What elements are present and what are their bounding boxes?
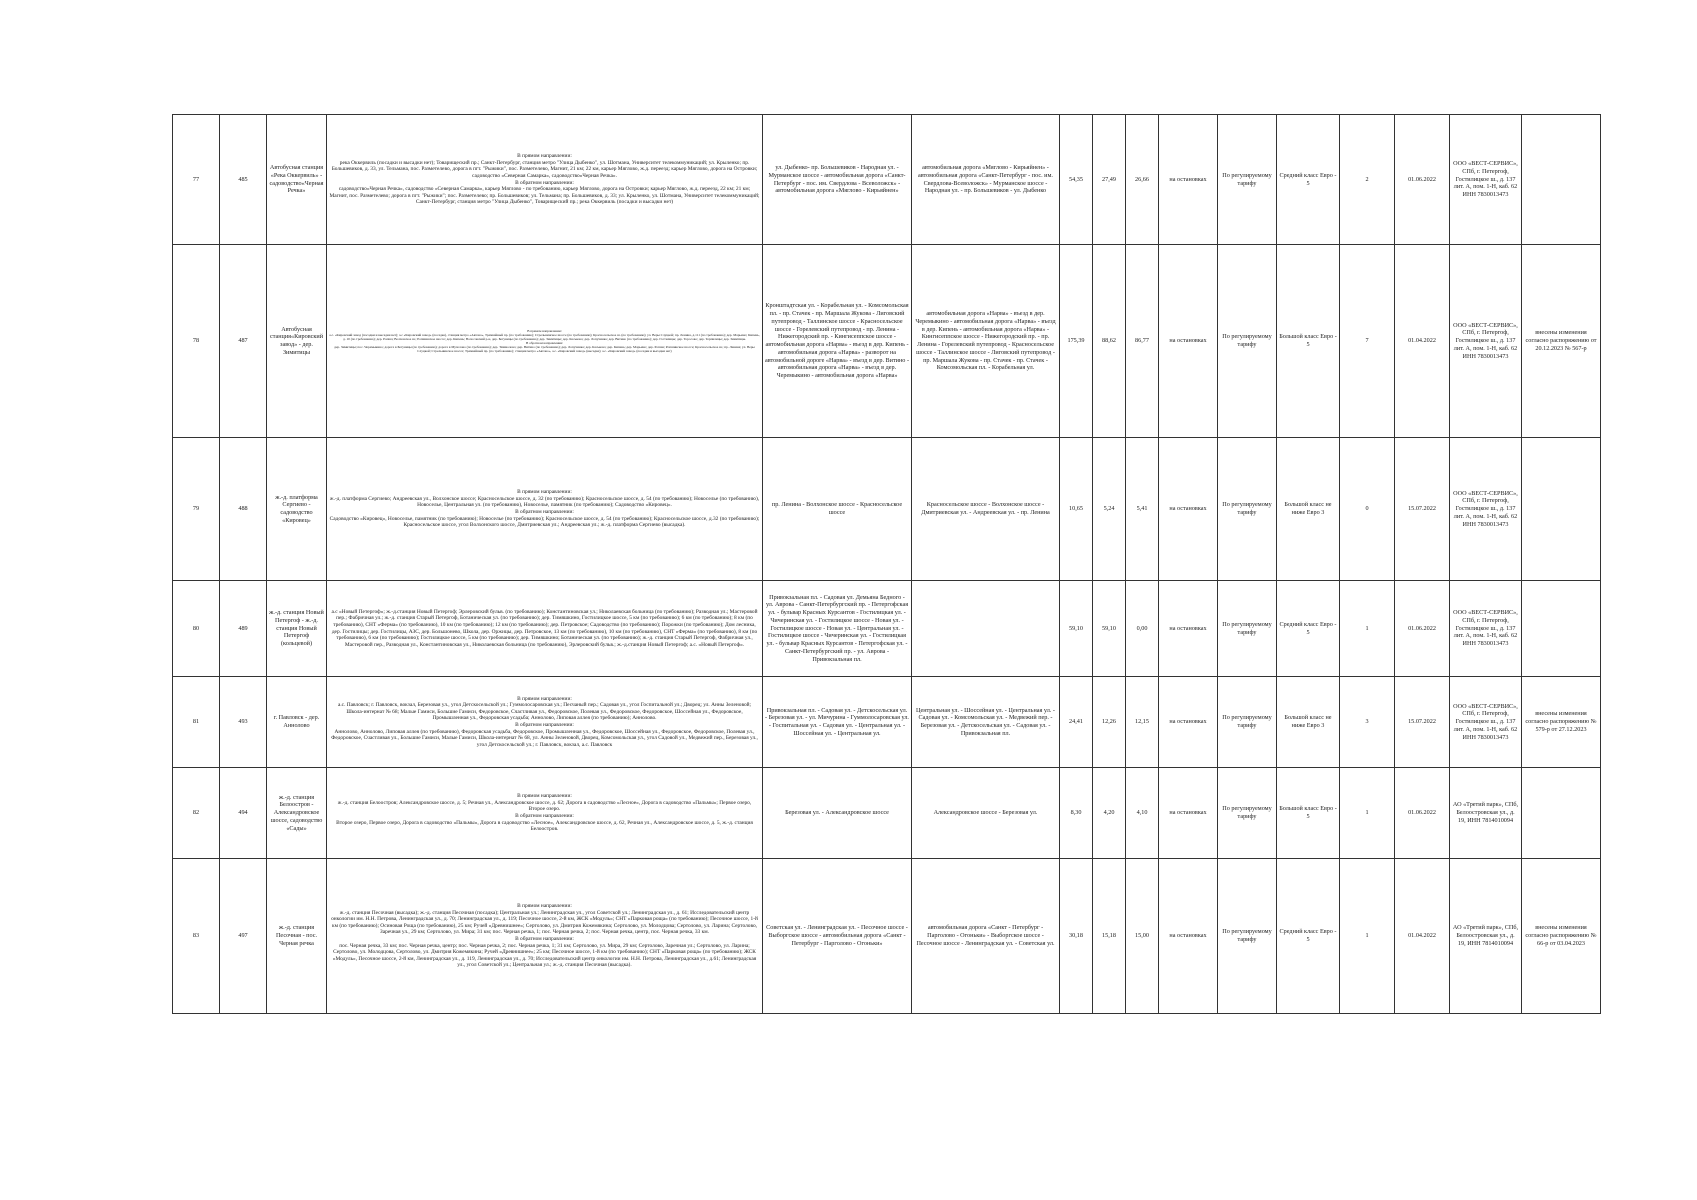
carrier-info: ООО «ВЕСТ-СЕРВИС», СПб, г. Петергоф, Гостилицкое ш., д. 137 лит. А, пом. 1-Н, каб. 62 ИНН 7830013473 xyxy=(1450,677,1522,768)
note xyxy=(1522,438,1601,581)
registration-number: 489 xyxy=(220,581,267,677)
boarding-order: на остановках xyxy=(1159,115,1218,245)
length-backward: 15,00 xyxy=(1126,859,1159,1014)
vehicle-class: Большой класс не ниже Евро 3 xyxy=(1277,438,1340,581)
row-number: 77 xyxy=(173,115,220,245)
table-row xyxy=(173,768,1601,859)
route-stops: В прямом направлении: ж.-д. платформа Сергиево; Андреевская ул., Волхонское шоссе; Красносельское шоссе, д. 32 (по требованию); Красносельское шоссе, д. 54 (по требованию); Новоселье (по требованию), Новоселье, Центральная ул. (по требованию), Новоселье, памятник (по требованию); Садоводство «Кировец». В обратном направлении: Садоводство «Кировец», Новоселье, памятник (по требованию); Новоселье (по требованию); Красносельское шоссе, д. 54 (по требованию); Красносельское шоссе, д.32 (по требованию); Красносельское шоссе, угол Волхонского шоссе, Дмитриевская ул.; Андреевская ул.; ж.-д. платформа Сергиево (высадка). xyxy=(327,438,763,581)
length-backward: 86,77 xyxy=(1126,245,1159,438)
tariff-type: По регулируемому тарифу xyxy=(1218,859,1277,1014)
note xyxy=(1522,768,1601,859)
length-backward: 26,66 xyxy=(1126,115,1159,245)
note xyxy=(1522,581,1601,677)
tariff-type: По регулируемому тарифу xyxy=(1218,581,1277,677)
route-stops: В прямом направлении: ж.-д. станция Белоостров; Александровское шоссе, д. 5; Речная ул., Александровское шоссе, д. 62; Дорога в садоводство «Лесное», Дорога в садоводство «Пальмы»; Первое озеро, Второе озеро. В обратном направлении: Второе озеро, Первое озеро, Дорога в садоводство «Пальмы», Дорога в садоводство «Лесное», Александровское шоссе, д. 62, Речная ул., Александровское шоссе, д. 5, ж.-д. станция Белоостров. xyxy=(327,768,763,859)
route-name: ж.-д. станция Новый Петергоф - ж.-д. станция Новый Петергоф (кольцевой) xyxy=(267,581,327,677)
carrier-info: ООО «ВЕСТ-СЕРВИС», СПб, г. Петергоф, Гостилицкое ш., д. 137 лит. А, пом. 1-Н, каб. 62 ИНН 7830013473 xyxy=(1450,581,1522,677)
streets-backward: автомобильная дорога «Санкт - Петербург - Парголово - Огоньки» - Выборгское шоссе - Песочное шоссе - Ленинградская ул. - Советская ул. xyxy=(912,859,1060,1014)
route-name: ж.-д. станция Белоостров - Александровское шоссе, садоводство «Сады» xyxy=(267,768,327,859)
table-row xyxy=(173,677,1601,768)
route-name: г. Павловск - дер. Аннолово xyxy=(267,677,327,768)
length-total: 54,35 xyxy=(1060,115,1093,245)
table-row xyxy=(173,115,1601,245)
streets-forward: пр. Ленина - Волхонское шоссе - Красносельское шоссе xyxy=(763,438,912,581)
table-row xyxy=(173,859,1601,1014)
table-row xyxy=(173,245,1601,438)
boarding-order: на остановках xyxy=(1159,438,1218,581)
vehicle-class: Средний класс Евро - 5 xyxy=(1277,115,1340,245)
length-total: 8,30 xyxy=(1060,768,1093,859)
route-stops: а.с «Новый Петергоф»; ж.-д.станция Новый Петергоф; Эрлеровский бульв. (по требованию); Константиновская ул.; Николаевская больница (по требованию); Разводная ул.; Мастеровой пер.; Фабричная ул.; ж.-д. станция Старый Петергоф, Ботаническая ул. (по требованию); дер. Тимяшкино, Гостилицкое шоссе, 5 км (по требованию); 6 км (по требованию); 8 км (по требованию), СНТ «Ферма» (по требованию), 10 км (по требованию); 12 км (по требованию); дер. Петровское; Садоводство (по требованию); Порожки (по требованию); Дом лесника, дер. Гостилицы; дер. Гостилицы, АЗС, дер. Большонево, Школа, дер. Оржицы, дер. Петровское, 13 км (по требованию), 10 км (по требованию), СНТ «Ферма» (по требованию), 8 км (по требованию), 6 км (по требованию); Гостилицкое шоссе, 5 км (по требованию); дер. Тимяшкино; Ботаническая ул. (по требованию); ж.-д. станция Старый Петергоф, Фабричная ул., Мастеровой пер., Разводная ул., Константиновская ул., Николаевская больница (по требованию), Эрлеровский бульв.; ж.-д.станция Новый Петергоф; а.с. «Новый Петергоф». xyxy=(327,581,763,677)
length-backward: 4,10 xyxy=(1126,768,1159,859)
note: внесены изменения согласно распоряжению № 66-р от 03.04.2023 xyxy=(1522,859,1601,1014)
registration-number: 497 xyxy=(220,859,267,1014)
length-total: 59,10 xyxy=(1060,581,1093,677)
start-date: 01.04.2022 xyxy=(1395,859,1450,1014)
length-total: 24,41 xyxy=(1060,677,1093,768)
carrier-info: ООО «ВЕСТ-СЕРВИС», СПб, г. Петергоф, Гостилицкое ш., д. 137 лит. А, пом. 1-Н, каб. 62 ИНН 7830013473 xyxy=(1450,115,1522,245)
vehicle-count: 2 xyxy=(1340,115,1395,245)
route-stops: В прямом направлении: река Оккервиль (посадки и высадки нет); Товарищеский пр.; Санкт-Петербург, станция метро "Улица Дыбенко", ул. Шотмана, Университет телекоммуникаций; ул. Крыленко; пр. Большевиков, д. 33, ул. Тельмана, пос. Разметелево, дорога в пгт. "Рыжики", пос. Разметелево, Магнит, 21 км; 22 км, карьер Мяглово, ж.д. переезд; карьер Мяглово, дорога на Островки; садоводство «Северная Самарка», садоводство«Черная Речка». В обратном направлении: садоводство«Черная Речка», садоводство «Северная Самарка», карьер Мяглово - по требованию, карьер Мяглово, дорога на Островки; карьер Мяглово, ж.д. переезд, 22 км; 21 км; Магнит, пос. Разметелево; дорога в пгт. "Рыжики"; пос. Разметелево; пр. Большевиков; ул. Тельмана; пр. Большевиков, д. 33; ул. Крыленко, ул. Шотмана, Университет телекоммуникаций; Санкт-Петербург, станция метро "Улица Дыбенко", Товарищеский пр.; река Оккервиль (посадки и высадки нет) xyxy=(327,115,763,245)
route-stops: В прямом направлении: а.с. Павловск; г. Павловск, вокзал, Березовая ул., угол Детскосельской ул.; Гуммолосаровская ул.; Песчаный пер.; Садовая ул., угол Госпитальной ул.; Дворец; ул. Анны Зеленовой; Школа-интернат № 68; Малые Гамиси, Большие Гамиси, Федоровское, Счастливая ул., Федоровское, Полевая ул., Федоровское, Федоровское, Шоссейная ул., Федоровское, Промышленная ул., Федоровская усадьба; Аннолово, Липовая аллея (по требованию); Аннолово. В обратном направлении: Аннолово, Аннолово, Липовая аллея (по требованию), Федоровская усадьба, Федоровское, Промышленная ул., Федоровское, Шоссейная ул., Федоровское, Федоровское, Полевая ул., Федоровское, Счастливая ул., Большие Гамиси, Малые Гамиси, Школа-интернат № 68, ул. Анны Зеленовой, Дворец, Комсомольская ул., угол Садовой ул., Медвежий пер., Березовая ул., угол Детскосельской ул.; г. Павловск, вокзал, а.с. Павловск xyxy=(327,677,763,768)
routes-table xyxy=(172,114,1601,1014)
carrier-info: АО «Третий парк», СПб, Белоостровская ул., д. 19, ИНН 7814010094 xyxy=(1450,768,1522,859)
streets-forward: ул. Дыбенко- пр. Большевиков - Народная ул. - Мурманское шоссе - автомобильная дорога «Санкт-Петербург - пос. им. Свердлова - Всеволожск» - автомобильная дорога «Мяглово - Кирьяйнен» xyxy=(763,115,912,245)
carrier-info: АО «Третий парк», СПб, Белоостровская ул., д. 19, ИНН 7814010094 xyxy=(1450,859,1522,1014)
row-number: 83 xyxy=(173,859,220,1014)
start-date: 01.06.2022 xyxy=(1395,581,1450,677)
length-total: 30,18 xyxy=(1060,859,1093,1014)
table-row xyxy=(173,438,1601,581)
vehicle-class: Большой класс не ниже Евро 3 xyxy=(1277,677,1340,768)
streets-backward: автомобильная дорога «Мяглово - Кирьяйнен» - автомобильная дорога «Санкт-Петербург - пос. им. Свердлова-Всеволожск» - Мурманское шоссе - Народная ул. - пр. Большевиков - ул. Дыбенко xyxy=(912,115,1060,245)
streets-forward: Кронштадтская ул. - Корабельная ул. - Комсомольская пл. - пр. Стачек - пр. Маршала Жукова - Лиговский путепровод - Таллинское шоссе - Красносельское шоссе - Горелевский путепровод - пр. Ленина - Нижегородский пр. - Кингисеппское шоссе - автомобильная дорога «Нарва» - въезд в дер. Кипень - автомобильная дорога «Нарва» - разворот на автомобильной дороге «Нарва» - въезд в дер. Витино - автомобильная дорога «Нарва» - въезд в дер. Черемыкино - автомобильная дорога «Нарва» xyxy=(763,245,912,438)
length-forward: 59,10 xyxy=(1093,581,1126,677)
vehicle-class: Средний класс Евро - 5 xyxy=(1277,581,1340,677)
route-name: Автобусная станция«Кировский завод» - дер. Зимитицы xyxy=(267,245,327,438)
streets-forward: Березовая ул. - Александровское шоссе xyxy=(763,768,912,859)
note: внесены изменения согласно распоряжению от 20.12.2023 № 567-р xyxy=(1522,245,1601,438)
carrier-info: ООО «ВЕСТ-СЕРВИС», СПб, г. Петергоф, Гостилицкое ш., д. 137 лит. А, пом. 1-Н, каб. 62 ИНН 7830013473 xyxy=(1450,245,1522,438)
vehicle-count: 1 xyxy=(1340,859,1395,1014)
registration-number: 494 xyxy=(220,768,267,859)
vehicle-class: Средний класс Евро - 5 xyxy=(1277,859,1340,1014)
route-stops: В прямом направлении: ж.-д. станция Песочная (высадка); ж.-д. станция Песочная (посадка); Центральная ул.; Ленинградская ул., угол Советской ул.; Ленинградская ул., д. 61; Исследовательский центр онкологии им. Н.Н. Петрова, Ленинградская ул., д. 70; Ленинградская ул., д. 119; Песочное шоссе, 2-й км, ЖСК «Модуль»; СНТ «Парковая роща» (по требованию); Песочное шоссе, 1-й км (по требованию); Осиновая Роща (по требованию), 25 км; Ручей «Древнишнее»; Сертолово, ул. Дмитрия Кожемякина; Сертолово, ул. Молодцова; Сертолово, ул. Ларина; Сертолово, Заречная ул., 29 км; Сертолово, ул. Мира; 31 км; пос. Черная речка, 1; пос. Черная речка, 2; пос. Черная речка, центр, пос. Черная речка, 33 км. В обратном направлении: пос. Черная речка, 33 км; пос. Черная речка, центр; пос. Черная речка, 2; пос. Черная речка, 1; 31 км; Сертолово, ул. Мира, 29 км; Сертолово, Заречная ул.; Сертолово, ул. Ларина; Сертолово, ул. Молодцова, Сертолово, ул. Дмитрия Кожемякина; Ручей «Древнишнее»; 25 км; Песочное шоссе, 1-й км (по требованию); СНТ «Парковая роща» (по требованию); ЖСК «Модуль», Песочное шоссе, 2-й км, Ленинградская ул., д. 119, Ленинградская ул., д. 70; Исследовательский центр онкологии им. Н.Н. Петрова, Ленинградская ул., д.61; Ленинградская ул., угол Советской ул.; Центральная ул.; ж.-д. станция Песочная (высадка). xyxy=(327,859,763,1014)
streets-backward: Красносельское шоссе - Волхонское шоссе - Дмитриевская ул. - Андреевская ул. - пр. Ленина xyxy=(912,438,1060,581)
boarding-order: на остановках xyxy=(1159,768,1218,859)
vehicle-count: 3 xyxy=(1340,677,1395,768)
registration-number: 485 xyxy=(220,115,267,245)
vehicle-class: Большой класс Евро - 5 xyxy=(1277,245,1340,438)
registration-number: 488 xyxy=(220,438,267,581)
length-forward: 5,24 xyxy=(1093,438,1126,581)
row-number: 81 xyxy=(173,677,220,768)
note: внесены изменения согласно распоряжению № 579-р от 27.12.2023 xyxy=(1522,677,1601,768)
streets-backward: Александровское шоссе - Березовая ул. xyxy=(912,768,1060,859)
length-backward: 12,15 xyxy=(1126,677,1159,768)
start-date: 01.06.2022 xyxy=(1395,115,1450,245)
route-stops: В прямом направлении: а.с. «Кировский завод (посадки и высадки нет); а.с «Кировский завод» (посадка), станция метро «Автово», Трамвайный пр. (по требованию); Стрельнинское шоссе (по требованию); Красносельское ш. (по требованию); ул. Веры Слуцкой; пр. Ленина, д.111 (по требованию); дер. Марьино; Кипень, д. 10 (по требованию); дер. Ропша; Волхонское ш.; Ропшинское шоссе; дер. Кипень; Волосовский р-н, дер. Бегуницы (по требованию); дер. Зимитицы; дер. Каськово; дер. Лопухинка; дер. Витино (по требованию); дер. Гостилицы; дер. Торосово; дер. Терпилицы; дер. Зимитицы. В обратном направлении: дер. Зимитицы; пос. Черемыкино; дорога в Бегуницы (по требованию); дорога в Мухолово (по требованию); дер. Тиммолово; дер. Витино (по требованию); дер. Лопухинка; дер. Каськово; дер. Кипень; дер. Марьино; дер. Ропша; Ропшинское шоссе; Красносельское ш.; пр. Ленина; ул. Веры Слуцкой; Стрельнинское шоссе; Трамвайный пр. (по требованию); станция метро «Автово», а.с. «Кировский завод» (высадка); а.с. «Кировский завод» (посадки и высадки нет) xyxy=(327,245,763,438)
length-total: 175,39 xyxy=(1060,245,1093,438)
tariff-type: По регулируемому тарифу xyxy=(1218,438,1277,581)
route-name: Автобусная станция «Река Оккервиль» - садоводство«Черная Речка» xyxy=(267,115,327,245)
route-name: ж.-д. станция Песочная - пос. Черная речка xyxy=(267,859,327,1014)
note xyxy=(1522,115,1601,245)
length-forward: 88,62 xyxy=(1093,245,1126,438)
tariff-type: По регулируемому тарифу xyxy=(1218,245,1277,438)
start-date: 01.04.2022 xyxy=(1395,245,1450,438)
length-backward: 5,41 xyxy=(1126,438,1159,581)
start-date: 15.07.2022 xyxy=(1395,677,1450,768)
row-number: 79 xyxy=(173,438,220,581)
tariff-type: По регулируемому тарифу xyxy=(1218,677,1277,768)
length-total: 10,65 xyxy=(1060,438,1093,581)
streets-backward: Центральная ул. - Шоссейная ул. - Центральная ул. - Садовая ул. - Комсомольская ул. - Медвежий пер. - Березовая ул. - Детскосельская ул. - Садовая ул. - Привокзальная пл. xyxy=(912,677,1060,768)
vehicle-count: 0 xyxy=(1340,438,1395,581)
length-forward: 27,49 xyxy=(1093,115,1126,245)
streets-forward: Привокзальная пл. - Садовая ул. Демьяна Бедного - ул. Аврова - Санкт-Петербургский пр. - Петергофская ул. - бульвар Красных Курсантов - Гостилицкая ул. - Чичеринская ул. - Гостилицкое шоссе - Новая ул. - Гостилицкое шоссе - Новая ул. - Центральная ул. - Гостилицкое шоссе - Чичеринская ул. - Гостилицкая ул. - бульвар Красных Курсантов - Петергофская ул. - Санкт-Петербургский пр. - ул. Аврова - Привокзальная пл. xyxy=(763,581,912,677)
vehicle-count: 1 xyxy=(1340,581,1395,677)
table-row xyxy=(173,581,1601,677)
row-number: 82 xyxy=(173,768,220,859)
registration-number: 487 xyxy=(220,245,267,438)
tariff-type: По регулируемому тарифу xyxy=(1218,768,1277,859)
document-sheet xyxy=(172,114,1601,1014)
streets-backward xyxy=(912,581,1060,677)
boarding-order: на остановках xyxy=(1159,245,1218,438)
route-name: ж.-д. платформа Сергиево - садоводство «Кировец» xyxy=(267,438,327,581)
streets-forward: Привокзальная пл. - Садовая ул. - Детскосельская ул. - Березовая ул. - ул. Мичурина - Гуммолосаровская ул. - Госпитальная ул. - Садовая ул. - Центральная ул. - Шоссейная ул. - Центральная ул. xyxy=(763,677,912,768)
length-forward: 4,20 xyxy=(1093,768,1126,859)
registration-number: 493 xyxy=(220,677,267,768)
row-number: 78 xyxy=(173,245,220,438)
length-forward: 15,18 xyxy=(1093,859,1126,1014)
boarding-order: на остановках xyxy=(1159,581,1218,677)
boarding-order: на остановках xyxy=(1159,859,1218,1014)
streets-forward: Советская ул. - Ленинградская ул. - Песочное шоссе - Выборгское шоссе - автомобильная дорога «Санкт - Петербург - Парголово - Огоньки» xyxy=(763,859,912,1014)
start-date: 15.07.2022 xyxy=(1395,438,1450,581)
length-forward: 12,26 xyxy=(1093,677,1126,768)
length-backward: 0,00 xyxy=(1126,581,1159,677)
row-number: 80 xyxy=(173,581,220,677)
vehicle-count: 1 xyxy=(1340,768,1395,859)
streets-backward: автомобильная дорога «Нарва» - въезд в дер. Черемыкино - автомобильная дорога «Нарва» - въезд в дер. Кипень - автомобильная дорога «Нарва» - Кингисеппское шоссе - Нижегородский пр. - пр. Ленина - Горелевский путепровод - Красносельское шоссе - Таллинское шоссе - Лиговский путепровод - пр. Маршала Жукова - пр. Стачек - пр. Стачек - Комсомольская пл. - Корабельная ул. xyxy=(912,245,1060,438)
vehicle-count: 7 xyxy=(1340,245,1395,438)
boarding-order: на остановках xyxy=(1159,677,1218,768)
carrier-info: ООО «ВЕСТ-СЕРВИС», СПб, г. Петергоф, Гостилицкое ш., д. 137 лит. А, пом. 1-Н, каб. 62 ИНН 7830013473 xyxy=(1450,438,1522,581)
start-date: 01.06.2022 xyxy=(1395,768,1450,859)
vehicle-class: Большой класс Евро - 5 xyxy=(1277,768,1340,859)
tariff-type: По регулируемому тарифу xyxy=(1218,115,1277,245)
